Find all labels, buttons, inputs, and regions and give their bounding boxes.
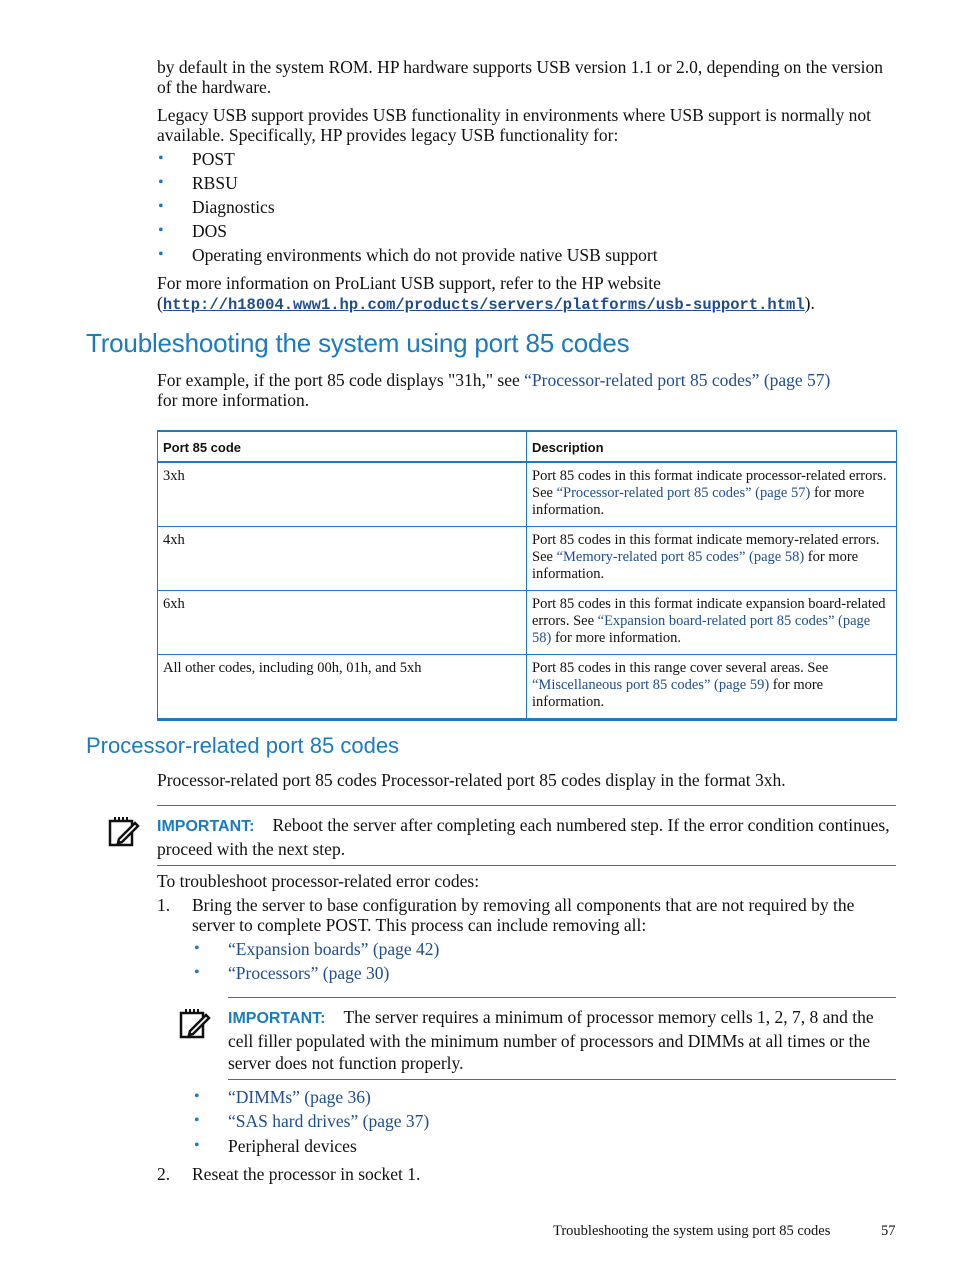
desc-text: for more information. (532, 549, 859, 582)
desc-link[interactable]: “Processor-related port 85 codes” (page 57) (556, 485, 811, 501)
footer-title: Troubleshooting the system using port 85 codes (553, 1223, 831, 1239)
desc-text: Port 85 codes in this range cover several areas. See (532, 660, 829, 676)
expansion-boards-link[interactable]: “Expansion boards” (page 42) (228, 939, 440, 959)
important-note-2 (228, 997, 896, 1080)
note-pencil-icon (178, 1007, 212, 1041)
bullet-icon: • (158, 246, 164, 263)
desc-text: for more information. (532, 677, 824, 710)
description-cell (527, 462, 897, 527)
intro-paragraph-1 (157, 57, 896, 97)
bullet-icon: • (158, 198, 164, 215)
description-cell (527, 527, 897, 591)
section2-para-text: Processor-related port 85 codes Processor-related port 85 codes display in the format 3xh. (157, 770, 786, 790)
code-cell: 6xh (158, 591, 527, 655)
processors-link[interactable]: “Processors” (page 30) (228, 963, 390, 983)
bullet-icon: • (158, 222, 164, 239)
table-row (158, 591, 897, 655)
dimms-link[interactable]: “DIMMs” (page 36) (228, 1087, 371, 1107)
bullet-icon: • (194, 940, 200, 957)
column-header-code: Port 85 code (158, 431, 527, 462)
bullet-icon: • (158, 150, 164, 167)
list-item: DOS (192, 221, 228, 241)
important-label: IMPORTANT: (157, 818, 255, 835)
bullet-icon: • (194, 1112, 200, 1129)
page-number: 57 (881, 1223, 896, 1239)
list-item: Operating environments which do not provide native USB support (192, 245, 658, 265)
section-heading-port85: Troubleshooting the system using port 85 codes (86, 328, 630, 358)
list-item: POST (192, 149, 235, 169)
table-header-row (158, 431, 897, 462)
step-2-text: Reseat the processor in socket 1. (192, 1164, 421, 1184)
list-item: RBSU (192, 173, 238, 193)
section-heading-processor: Processor-related port 85 codes (86, 733, 400, 758)
desc-link[interactable]: “Miscellaneous port 85 codes” (page 59) (532, 677, 770, 693)
more-info-text: For more information on ProLiant USB support, refer to the HP website (157, 273, 661, 293)
important-text: Reboot the server after completing each numbered step. If the error condition continues, proceed with the next step. (157, 815, 890, 859)
table-row (158, 527, 897, 591)
step-1-text: Bring the server to base configuration by removing all components that are not required by the server to complete POST. This process can include removing all: (192, 895, 855, 935)
bullet-icon: • (194, 1137, 200, 1154)
important-text: The server requires a minimum of processor memory cells 1, 2, 7, 8 and the cell filler populated with the minimum number of processors and DIMMs at all times or the server does not function properly. (228, 1007, 874, 1073)
intro-paragraph-2 (157, 105, 896, 145)
step-number: 2. (157, 1164, 171, 1184)
paren-close: ). (804, 293, 815, 313)
bullet-icon: • (158, 174, 164, 191)
port85-codes-table (157, 430, 897, 721)
important-note-1 (157, 805, 896, 866)
desc-text: for more information. (551, 630, 682, 646)
list-item: Peripheral devices (228, 1136, 357, 1156)
desc-text: for more information. (532, 485, 865, 518)
sas-drives-link[interactable]: “SAS hard drives” (page 37) (228, 1111, 430, 1131)
table-row (158, 655, 897, 720)
paren-open: ( (157, 293, 163, 313)
note-pencil-icon (107, 815, 141, 849)
section1-paragraph (157, 370, 896, 410)
code-cell: 3xh (158, 462, 527, 527)
desc-text: Port 85 codes in this format indicate expansion board-related errors. See (532, 596, 886, 629)
section1-para-prefix: For example, if the port 85 code displays "31h," see (157, 370, 525, 390)
desc-text: Port 85 codes in this format indicate processor-related errors. See (532, 468, 887, 501)
list-item: Diagnostics (192, 197, 275, 217)
steps-intro-text: To troubleshoot processor-related error codes: (157, 871, 480, 891)
desc-link[interactable]: “Memory-related port 85 codes” (page 58) (556, 549, 805, 565)
step-number: 1. (157, 895, 171, 915)
table-row (158, 462, 897, 527)
intro-p2-text: Legacy USB support provides USB functionality in environments where USB support is normally not available. Specifically, HP provides legacy USB functionality for: (157, 105, 872, 145)
desc-text: Port 85 codes in this format indicate memory-related errors. See (532, 532, 880, 565)
bullet-icon: • (194, 964, 200, 981)
column-header-description: Description (527, 431, 897, 462)
steps-intro (157, 871, 896, 891)
more-info-paragraph (157, 273, 896, 315)
bullet-icon: • (194, 1088, 200, 1105)
code-cell: All other codes, including 00h, 01h, and 5xh (158, 655, 527, 720)
description-cell (527, 591, 897, 655)
section1-para-suffix: for more information. (157, 390, 310, 410)
section2-paragraph (157, 770, 896, 790)
description-cell (527, 655, 897, 720)
desc-link[interactable]: “Expansion board-related port 85 codes” (page 58) (532, 613, 871, 646)
important-label: IMPORTANT: (228, 1010, 326, 1027)
intro-p1-text: by default in the system ROM. HP hardware supports USB version 1.1 or 2.0, depending on the version of the hardware. (157, 57, 883, 97)
usb-support-link[interactable]: http://h18004.www1.hp.com/products/servers/platforms/usb-support.html (162, 296, 805, 314)
code-cell: 4xh (158, 527, 527, 591)
processor-codes-link[interactable]: “Processor-related port 85 codes” (page 57) (524, 370, 831, 390)
